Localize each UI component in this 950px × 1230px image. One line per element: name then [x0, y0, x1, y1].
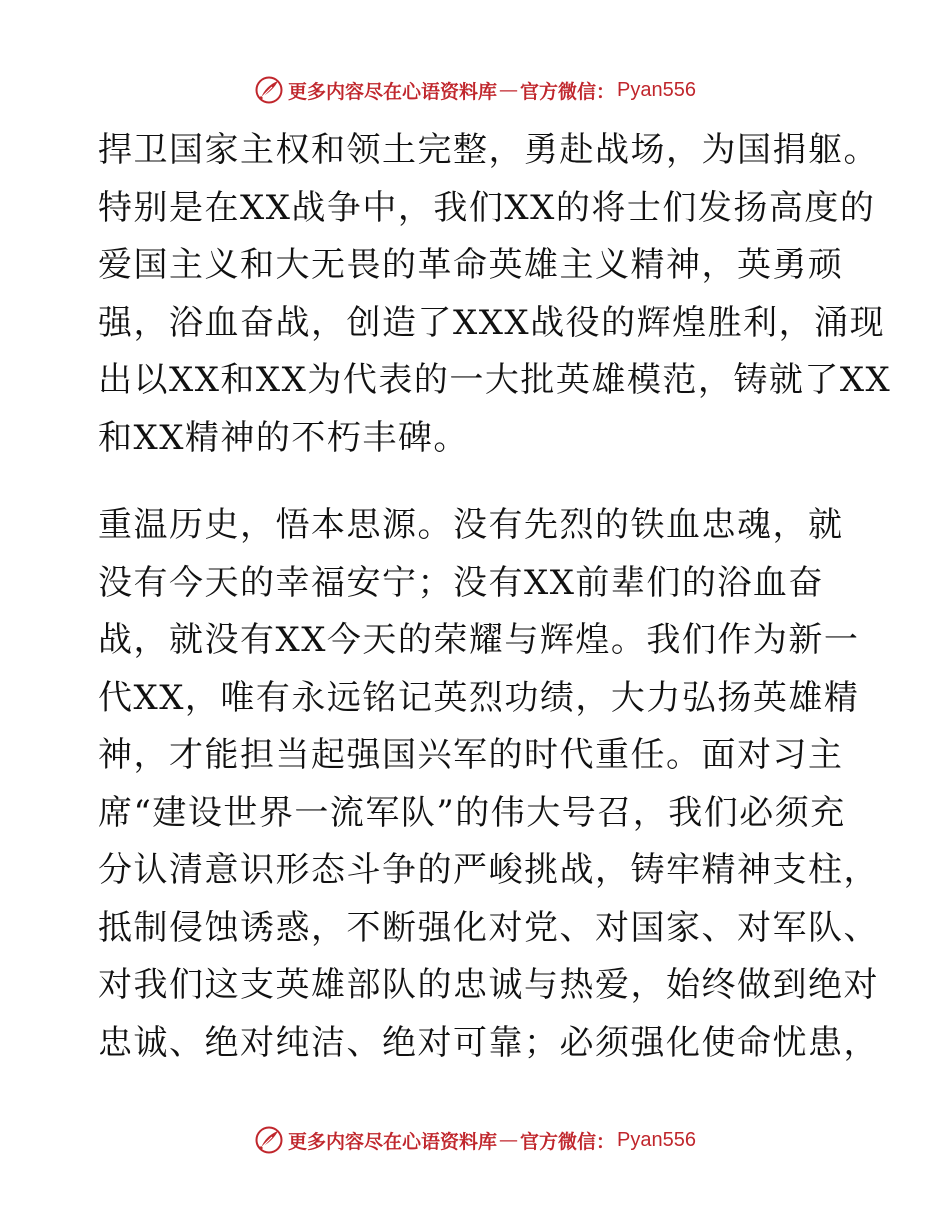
- banner-wechat-id: Pyan556: [617, 1128, 696, 1151]
- text-line: 对我们这支英雄部队的忠诚与热爱，始终做到绝对: [98, 965, 879, 1005]
- banner-separator: —: [499, 1129, 519, 1151]
- text-line: 代XX，唯有永远铭记英烈功绩，大力弘扬英雄精: [98, 677, 860, 718]
- banner-title: 更多内容尽在心语资料库: [288, 80, 498, 103]
- banner-wechat-label: 官方微信：: [520, 1130, 616, 1153]
- paragraph-2: [98, 497, 879, 1072]
- text-line: 分认清意识形态斗争的严峻挑战，铸牢精神支柱，: [98, 850, 879, 890]
- text-line: 出以XX和XX为代表的一大批英雄模范，铸就了XX: [98, 360, 892, 400]
- banner-wechat-label: 官方微信：: [520, 80, 616, 103]
- banner-separator: —: [499, 79, 519, 101]
- document-body: [98, 122, 892, 1072]
- banner-wechat-id: Pyan556: [617, 78, 696, 101]
- feather-pen-logo-icon: [254, 75, 284, 105]
- text-line: 忠诚、绝对纯洁、绝对可靠；必须强化使命忧患，: [98, 1022, 879, 1063]
- text-line: 战，就没有XX今天的荣耀与辉煌。我们作为新一: [98, 620, 860, 660]
- text-line: 强，浴血奋战，创造了XXX战役的辉煌胜利，涌现: [98, 302, 886, 343]
- text-line: 重温历史，悟本思源。没有先烈的铁血忠魂，就: [98, 505, 844, 545]
- text-line: 捍卫国家主权和领土完整，勇赴战场，为国捐躯。: [98, 130, 879, 170]
- feather-pen-logo-icon: [254, 1125, 284, 1155]
- text-line: 神，才能担当起强国兴军的时代重任。面对习主: [98, 735, 844, 775]
- header-banner: [0, 70, 950, 110]
- text-line: 爱国主义和大无畏的革命英雄主义精神，英勇顽: [98, 245, 844, 285]
- text-line: 特别是在XX战争中，我们XX的将士们发扬高度的: [98, 187, 876, 228]
- text-line: 和XX精神的不朽丰碑。: [98, 417, 469, 458]
- text-line: 没有今天的幸福安宁；没有XX前辈们的浴血奋: [98, 562, 824, 603]
- text-line: 抵制侵蚀诱惑，不断强化对党、对国家、对军队、: [98, 907, 879, 948]
- banner-title: 更多内容尽在心语资料库: [288, 1130, 498, 1153]
- text-line: 席“建设世界一流军队”的伟大号召，我们必须充: [98, 792, 846, 833]
- footer-banner: [0, 1120, 950, 1160]
- paragraph-1: [98, 122, 892, 467]
